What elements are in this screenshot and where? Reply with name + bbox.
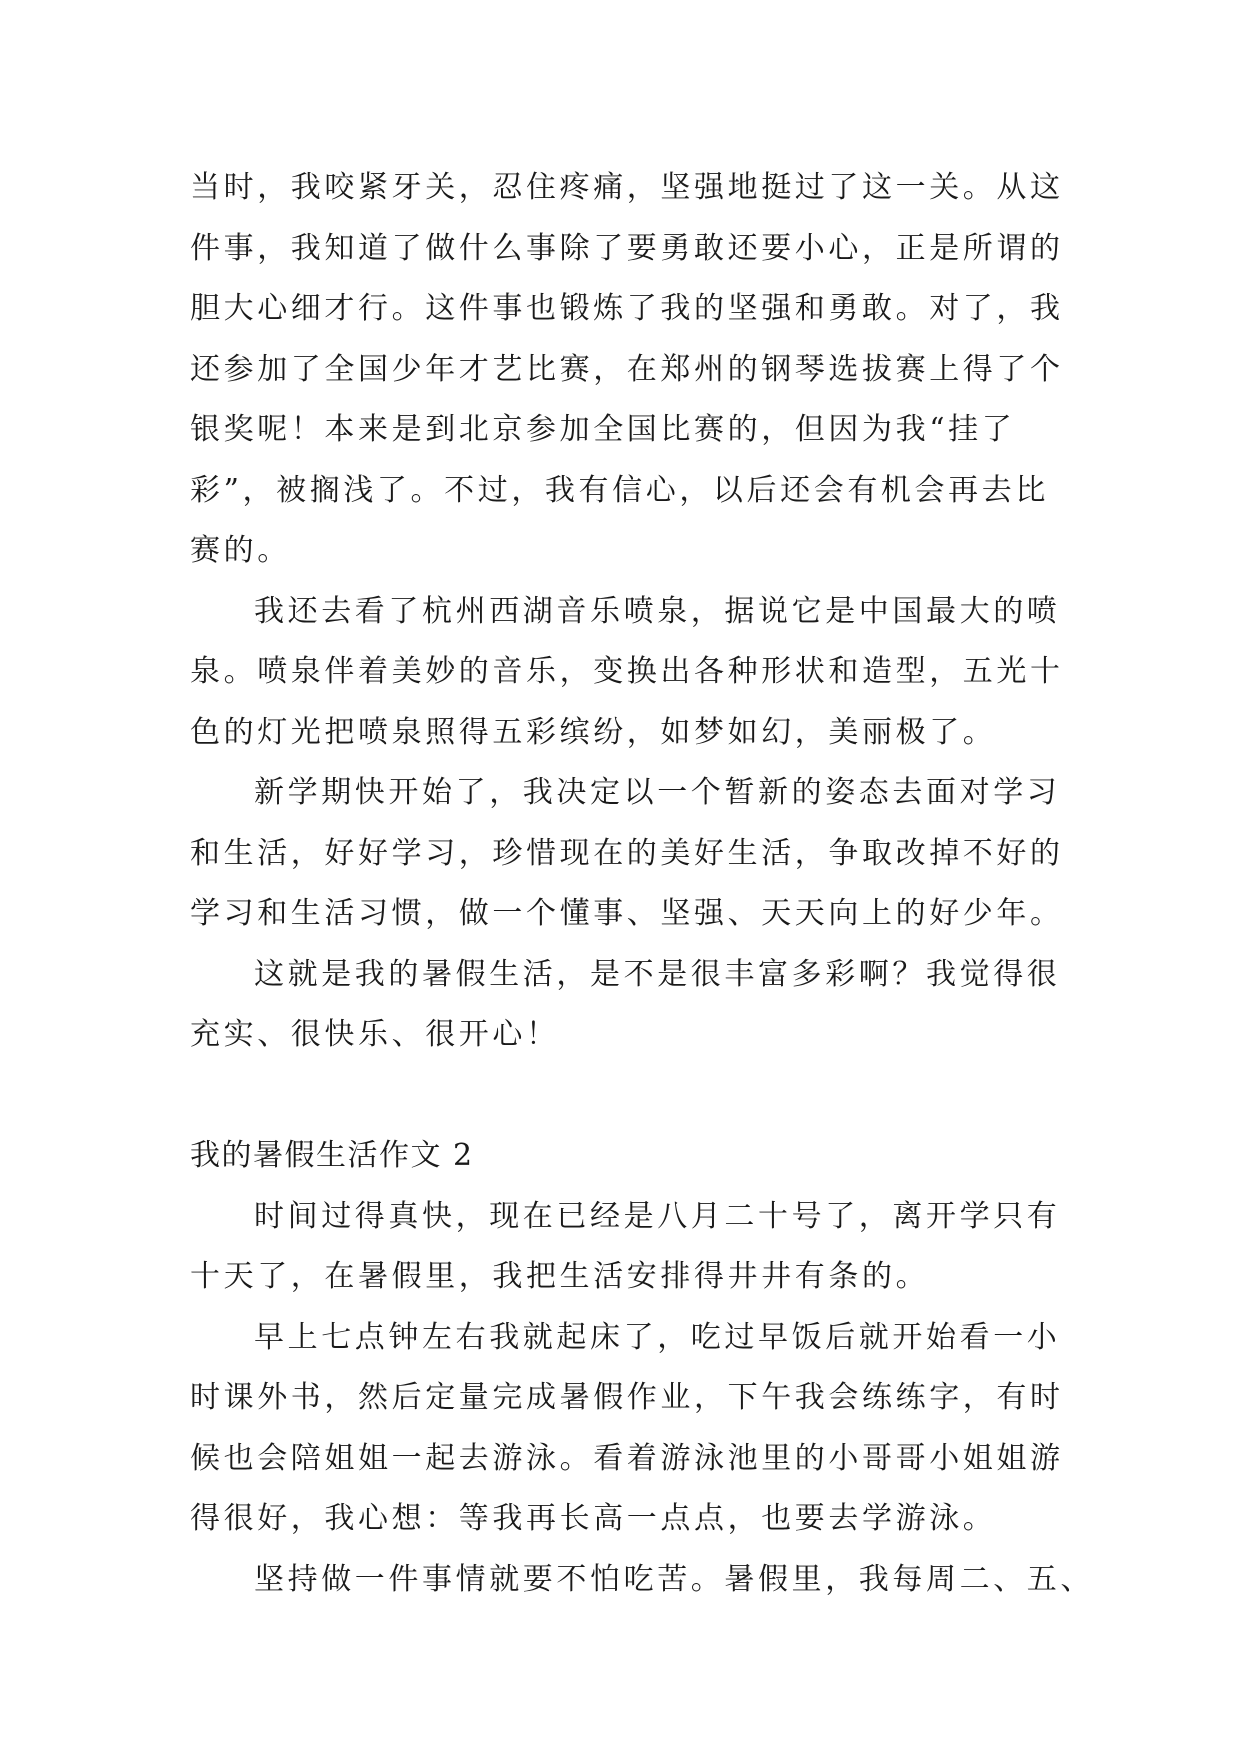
section-heading: 我的暑假生活作文 2: [190, 1138, 474, 1173]
paragraph-line: 新学期快开始了，我决定以一个暂新的姿态去面对学习: [254, 775, 1061, 810]
paragraph-line: 充实、很快乐、很开心！: [190, 1017, 560, 1052]
paragraph-line: 十天了，在暑假里，我把生活安排得井井有条的。: [190, 1259, 930, 1294]
paragraph-line: 银奖呢！本来是到北京参加全国比赛的，但因为我“挂了: [190, 412, 1016, 447]
paragraph-line: 和生活，好好学习，珍惜现在的美好生活，争取改掉不好的: [190, 836, 1064, 871]
paragraph-line: 得很好，我心想：等我再长高一点点，也要去学游泳。: [190, 1501, 997, 1536]
paragraph-line: 胆大心细才行。这件事也锻炼了我的坚强和勇敢。对了，我: [190, 291, 1064, 326]
paragraph-line: 还参加了全国少年才艺比赛，在郑州的钢琴选拔赛上得了个: [190, 352, 1064, 387]
paragraph-line: 这就是我的暑假生活，是不是很丰富多彩啊？我觉得很: [254, 957, 1061, 992]
paragraph-line: 色的灯光把喷泉照得五彩缤纷，如梦如幻，美丽极了。: [190, 715, 997, 750]
paragraph-line: 泉。喷泉伴着美妙的音乐，变换出各种形状和造型，五光十: [190, 654, 1064, 689]
paragraph-line: 早上七点钟左右我就起床了，吃过早饭后就开始看一小: [254, 1320, 1061, 1355]
paragraph-line: 件事，我知道了做什么事除了要勇敢还要小心，正是所谓的: [190, 231, 1064, 266]
paragraph-line: 当时，我咬紧牙关，忍住疼痛，坚强地挺过了这一关。从这: [190, 170, 1064, 205]
paragraph-line: 时课外书，然后定量完成暑假作业，下午我会练练字，有时: [190, 1380, 1064, 1415]
paragraph-line: 我还去看了杭州西湖音乐喷泉，据说它是中国最大的喷: [254, 594, 1061, 629]
paragraph-line: 候也会陪姐姐一起去游泳。看着游泳池里的小哥哥小姐姐游: [190, 1441, 1064, 1476]
paragraph-line: 学习和生活习惯，做一个懂事、坚强、天天向上的好少年。: [190, 896, 1064, 931]
paragraph-line: 坚持做一件事情就要不怕吃苦。暑假里，我每周二、五、: [254, 1562, 1094, 1597]
paragraph-line: 时间过得真快，现在已经是八月二十号了，离开学只有: [254, 1199, 1061, 1234]
paragraph-line: 彩”，被搁浅了。不过，我有信心，以后还会有机会再去比: [190, 473, 1049, 508]
paragraph-line: 赛的。: [190, 533, 291, 568]
